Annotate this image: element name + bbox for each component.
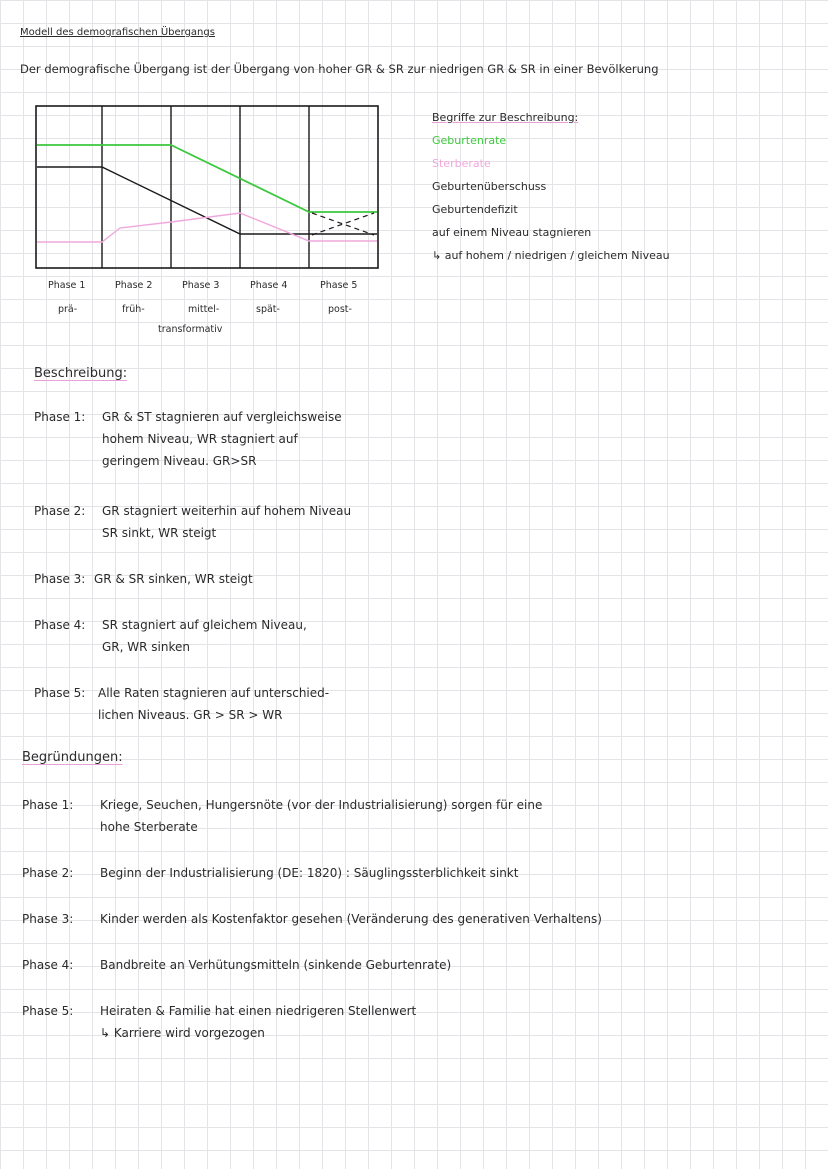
term-sterberate: Sterberate	[432, 157, 491, 170]
description-phase-4-line-2: GR, WR sinken	[102, 640, 190, 654]
description-phase-5-line-2: lichen Niveaus. GR > SR > WR	[98, 708, 283, 722]
description-phase-5	[34, 682, 329, 726]
phase-label-1: Phase 1	[48, 280, 86, 291]
description-phase-1-line-3: geringem Niveau. GR>SR	[102, 454, 257, 468]
description-phase-1-line-2: hohem Niveau, WR stagniert auf	[102, 432, 298, 446]
reason-phase-4-label: Phase 4:	[22, 958, 74, 972]
page-title: Modell des demografischen Übergangs	[20, 27, 215, 38]
reason-phase-4-line-1: Bandbreite an Verhütungsmitteln (sinkende Geburtenrate)	[100, 958, 452, 972]
description-phase-3-line-1: GR & SR sinken, WR steigt	[94, 572, 253, 586]
reason-phase-1	[22, 794, 542, 838]
description-phase-2-label: Phase 2:	[34, 504, 86, 518]
description-phase-1-label: Phase 1:	[34, 410, 86, 424]
definition-text: Der demografische Übergang ist der Übergang von hoher GR & SR zur niedrigen GR & SR in einer Bevölkerung	[20, 62, 659, 76]
phase-sublabel-transformativ: transformativ	[158, 324, 223, 335]
phase-label-3: Phase 3	[182, 280, 220, 291]
description-phase-4-label: Phase 4:	[34, 618, 86, 632]
death-rate-line	[37, 167, 377, 234]
description-phase-4-line-1: SR stagniert auf gleichem Niveau,	[102, 618, 307, 632]
description-phase-1	[34, 406, 342, 472]
description-heading: Beschreibung:	[34, 366, 128, 381]
reason-phase-3-line-1: Kinder werden als Kostenfaktor gesehen (Veränderung des generativen Verhaltens)	[100, 912, 602, 926]
reason-phase-1-line-1: Kriege, Seuchen, Hungersnöte (vor der Industrialisierung) sorgen für eine	[100, 798, 543, 812]
reason-phase-5-line-1: Heiraten & Familie hat einen niedrigeren Stellenwert	[100, 1004, 417, 1018]
description-phase-2-line-2: SR sinkt, WR steigt	[102, 526, 217, 540]
description-phase-4	[34, 614, 307, 658]
reasons-heading: Begründungen:	[22, 750, 123, 765]
term-geburtenueberschuss: Geburtenüberschuss	[432, 180, 547, 193]
description-phase-2	[34, 500, 351, 544]
reason-phase-4	[22, 954, 451, 976]
reason-phase-1-line-2: hohe Sterberate	[100, 820, 198, 834]
term-stagnieren: auf einem Niveau stagnieren	[432, 226, 592, 239]
reason-phase-5-label: Phase 5:	[22, 1004, 74, 1018]
reason-phase-3-label: Phase 3:	[22, 912, 74, 926]
description-phase-5-line-1: Alle Raten stagnieren auf unterschied-	[98, 686, 330, 700]
terms-box	[432, 106, 670, 267]
phase-sublabel-2: früh-	[122, 304, 145, 315]
description-phase-2-line-1: GR stagniert weiterhin auf hohem Niveau	[102, 504, 352, 518]
description-phase-1-line-1: GR & ST stagnieren auf vergleichsweise	[102, 410, 342, 424]
description-phase-3	[34, 568, 253, 590]
reason-phase-3	[22, 908, 602, 930]
phase-label-4: Phase 4	[250, 280, 288, 291]
term-geburtendefizit: Geburtendefizit	[432, 203, 518, 216]
reason-phase-5	[22, 1000, 416, 1044]
birth-rate-line	[37, 145, 377, 212]
reason-phase-5-line-2: ↳ Karriere wird vorgezogen	[100, 1026, 265, 1040]
reason-phase-2-label: Phase 2:	[22, 866, 74, 880]
phase-sublabel-4: spät-	[256, 304, 280, 315]
reason-phase-2	[22, 862, 518, 884]
reason-phase-2-line-1: Beginn der Industrialisierung (DE: 1820) : Säuglingssterblichkeit sinkt	[100, 866, 519, 880]
chart-frame	[36, 106, 378, 268]
phase-label-2: Phase 2	[115, 280, 153, 291]
description-phase-5-label: Phase 5:	[34, 686, 86, 700]
phase-sublabel-1: prä-	[58, 304, 78, 315]
description-phase-3-label: Phase 3:	[34, 572, 86, 586]
phase-sublabel-3: mittel-	[188, 304, 220, 315]
terms-heading: Begriffe zur Beschreibung:	[432, 111, 579, 124]
term-geburtenrate: Geburtenrate	[432, 134, 507, 147]
phase-label-5: Phase 5	[320, 280, 358, 291]
growth-rate-line	[37, 213, 377, 242]
phase-sublabel-5: post-	[328, 304, 352, 315]
term-niveau: ↳ auf hohem / niedrigen / gleichem Niveau	[432, 249, 670, 262]
reason-phase-1-label: Phase 1:	[22, 798, 74, 812]
